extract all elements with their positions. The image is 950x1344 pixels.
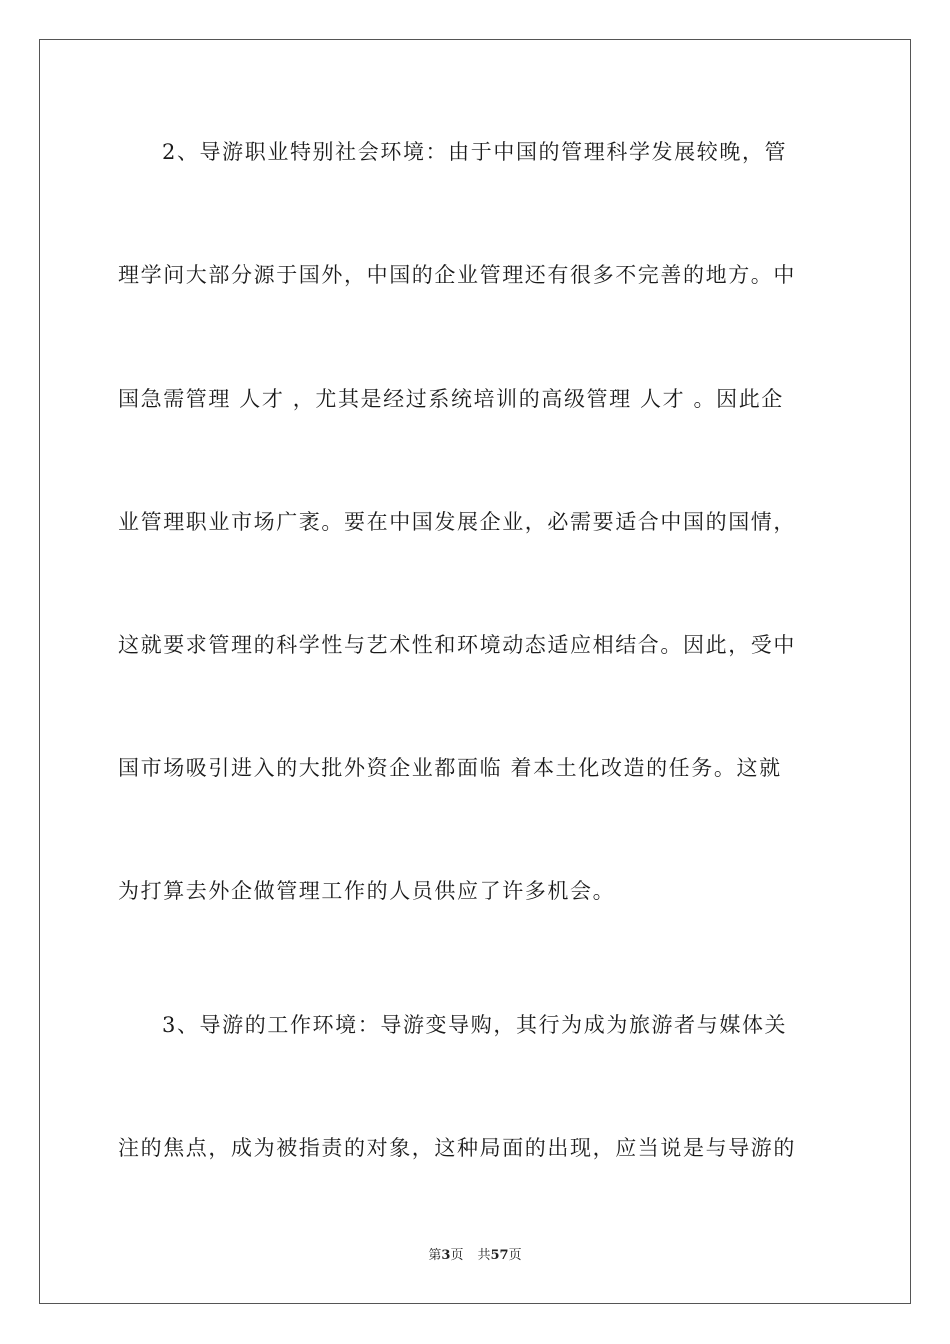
text-line: 2、导游职业特别社会环境：由于中国的管理科学发展较晚，管 xyxy=(162,140,788,164)
text-line: 业管理职业市场广袤。要在中国发展企业，必需要适合中国的国情， xyxy=(118,510,796,534)
text-line: 为打算去外企做管理工作的人员供应了许多机会。 xyxy=(118,879,616,903)
text-line: 注的焦点，成为被指责的对象，这种局面的出现，应当说是与导游的 xyxy=(118,1136,796,1160)
page-number: 3 xyxy=(441,1248,451,1263)
text-line: 国市场吸引进入的大批外资企业都面临 着本土化改造的任务。这就 xyxy=(118,756,782,780)
page-prefix: 第 xyxy=(428,1248,442,1263)
text-line: 这就要求管理的科学性与艺术性和环境动态适应相结合。因此，受中 xyxy=(118,633,796,657)
text-line: 国急需管理 人才 ，尤其是经过系统培训的高级管理 人才 。因此企 xyxy=(118,387,784,411)
page-footer xyxy=(0,1247,950,1265)
text-line: 3、导游的工作环境：导游变导购，其行为成为旅游者与媒体关 xyxy=(162,1013,788,1037)
page-suffix: 页 xyxy=(450,1248,464,1263)
page-border xyxy=(39,39,911,1304)
total-prefix: 共 xyxy=(477,1248,491,1263)
total-pages: 57 xyxy=(490,1248,509,1263)
total-suffix: 页 xyxy=(508,1248,522,1263)
text-line: 理学问大部分源于国外，中国的企业管理还有很多不完善的地方。中 xyxy=(118,263,796,287)
